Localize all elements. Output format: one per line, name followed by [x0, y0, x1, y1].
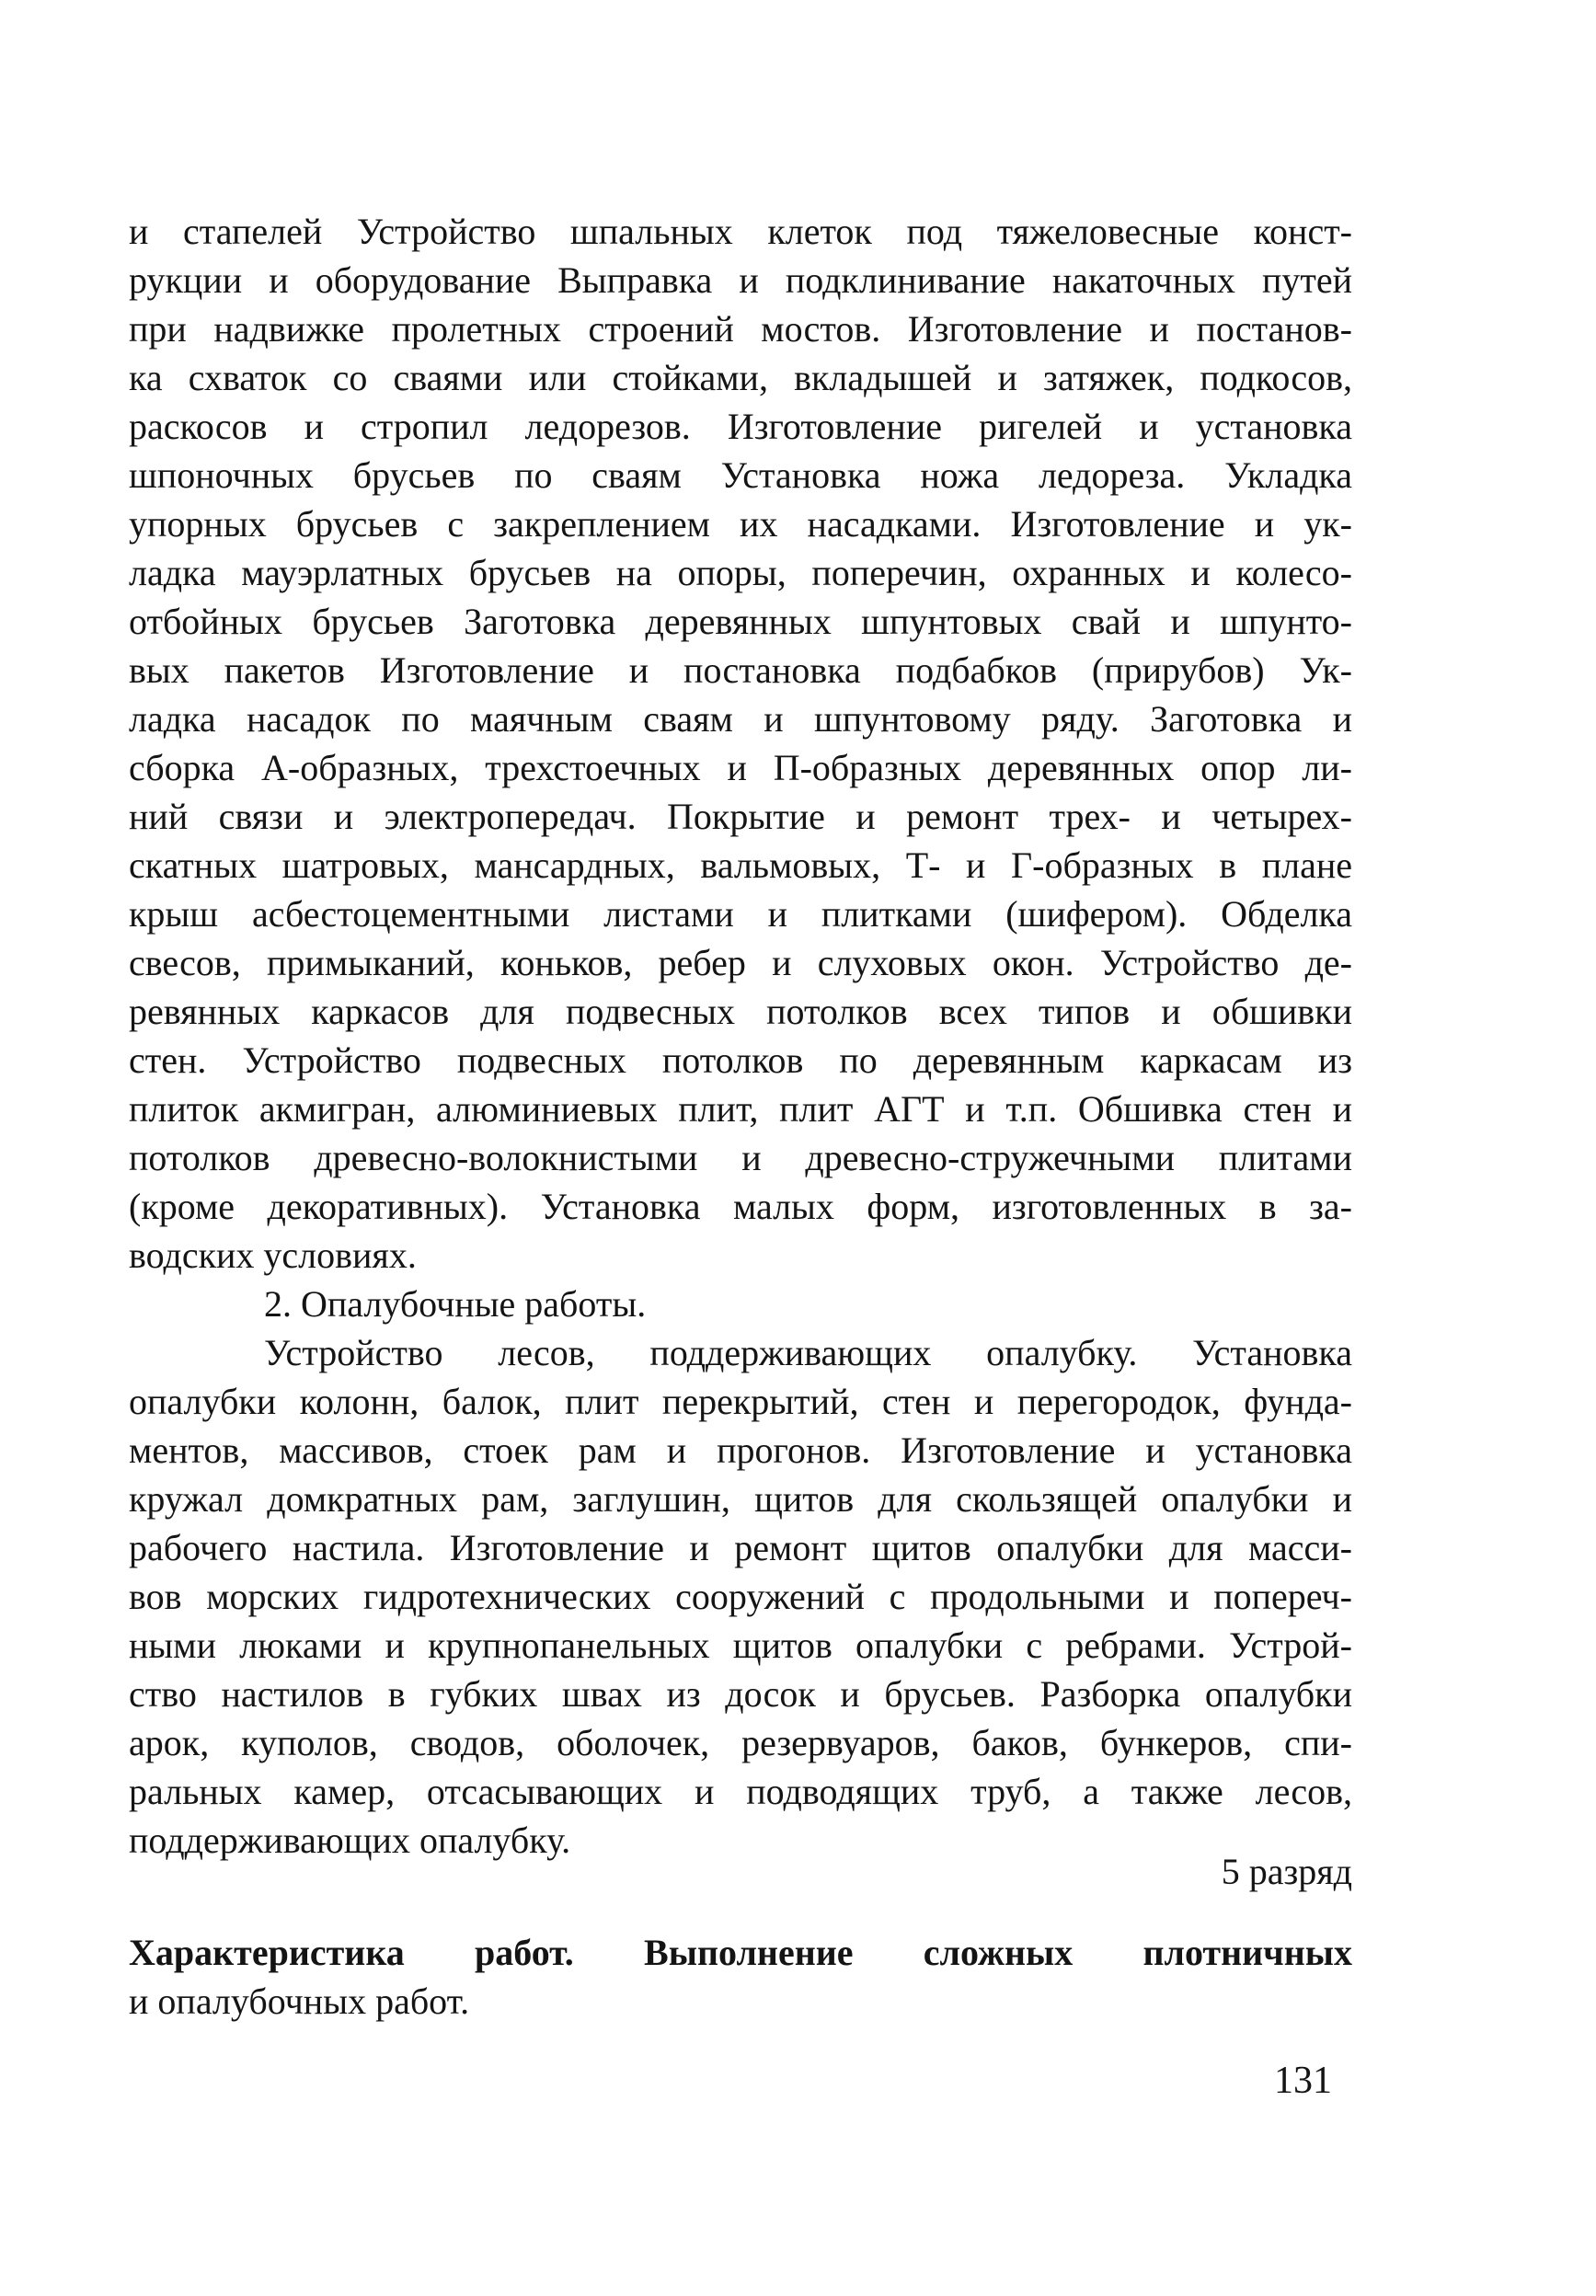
text-line: арок, куполов, сводов, оболочек, резервуаров, баков, бункеров, спи- — [129, 1722, 1352, 1763]
text-line: ными люками и крупнопанельных щитов опалубки с ребрами. Устрой- — [129, 1624, 1352, 1666]
text-line: вов морских гидротехнических сооружений с продольными и попереч- — [129, 1576, 1352, 1617]
text-line: ний связи и электропередач. Покрытие и ремонт трех- и четырех- — [129, 796, 1352, 837]
characteristic-text: Выполнение сложных плотничных — [644, 1932, 1352, 1973]
text-line: Устройство лесов, поддерживающих опалубку. Установка — [264, 1332, 1352, 1373]
text-line: ладка насадок по маячным сваям и шпунтовому ряду. Заготовка и — [129, 698, 1352, 740]
text-line: опалубки колонн, балок, плит перекрытий, стен и перегородок, фунда- — [129, 1381, 1352, 1422]
main-text — [129, 207, 1352, 1865]
section-heading: 2. Опалубочные работы. — [264, 1283, 647, 1325]
text-line: ревянных каркасов для подвесных потолков всех типов и обшивки — [129, 991, 1352, 1032]
text-line: рабочего настила. Изготовление и ремонт щитов опалубки для масси- — [129, 1527, 1352, 1568]
characteristic-line: и опалубочных работ. — [129, 1980, 470, 2022]
text-line: вых пакетов Изготовление и постановка подбабков (прирубов) Ук- — [129, 649, 1352, 691]
characteristic-title: Характеристика работ. — [129, 1932, 574, 1973]
text-line: (кроме декоративных). Установка малых форм, изготовленных в за- — [129, 1186, 1352, 1227]
work-characteristic — [129, 1928, 1352, 2026]
text-line: кружал домкратных рам, заглушин, щитов для скользящей опалубки и — [129, 1478, 1352, 1520]
text-line: свесов, примыканий, коньков, ребер и слуховых окон. Устройство де- — [129, 942, 1352, 983]
text-line: водских условиях. — [129, 1234, 417, 1276]
text-line: стен. Устройство подвесных потолков по деревянным каркасам из — [129, 1039, 1352, 1081]
text-line: ральных камер, отсасывающих и подводящих труб, а также лесов, — [129, 1771, 1352, 1812]
text-line: крыш асбестоцементными листами и плитками (шифером). Обделка — [129, 893, 1352, 935]
text-line: сборка А-образных, трехстоечных и П-образных деревянных опор ли- — [129, 747, 1352, 788]
grade-label: 5 разряд — [1221, 1851, 1352, 1892]
text-line: ка схваток со сваями или стойками, вкладышей и затяжек, подкосов, — [129, 357, 1352, 398]
text-line: рукции и оборудование Выправка и подклинивание накаточных путей — [129, 259, 1352, 301]
text-line: потолков древесно-волокнистыми и древесно-стружечными плитами — [129, 1137, 1352, 1178]
text-line: при надвижке пролетных строений мостов. Изготовление и постанов- — [129, 308, 1352, 350]
text-line: скатных шатровых, мансардных, вальмовых, Т- и Г-образных в плане — [129, 844, 1352, 886]
text-line: шпоночных брусьев по сваям Установка ножа ледореза. Укладка — [129, 454, 1352, 496]
text-line: плиток акмигран, алюминиевых плит, плит АГТ и т.п. Обшивка стен и — [129, 1088, 1352, 1130]
page-number: 131 — [1274, 2060, 1332, 2102]
text-line: упорных брусьев с закреплением их насадками. Изготовление и ук- — [129, 503, 1352, 545]
text-line: отбойных брусьев Заготовка деревянных шпунтовых свай и шпунто- — [129, 601, 1352, 642]
text-line: ство настилов в губких швах из досок и брусьев. Разборка опалубки — [129, 1673, 1352, 1715]
text-line: раскосов и стропил ледорезов. Изготовление ригелей и установка — [129, 406, 1352, 447]
text-line: поддерживающих опалубку. — [129, 1820, 571, 1861]
text-line: ладка мауэрлатных брусьев на опоры, поперечин, охранных и колесо- — [129, 552, 1352, 593]
text-line: и стапелей Устройство шпальных клеток под тяжеловесные конст- — [129, 211, 1352, 252]
characteristic-line — [129, 1928, 1352, 1977]
text-line: ментов, массивов, стоек рам и прогонов. Изготовление и установка — [129, 1429, 1352, 1471]
